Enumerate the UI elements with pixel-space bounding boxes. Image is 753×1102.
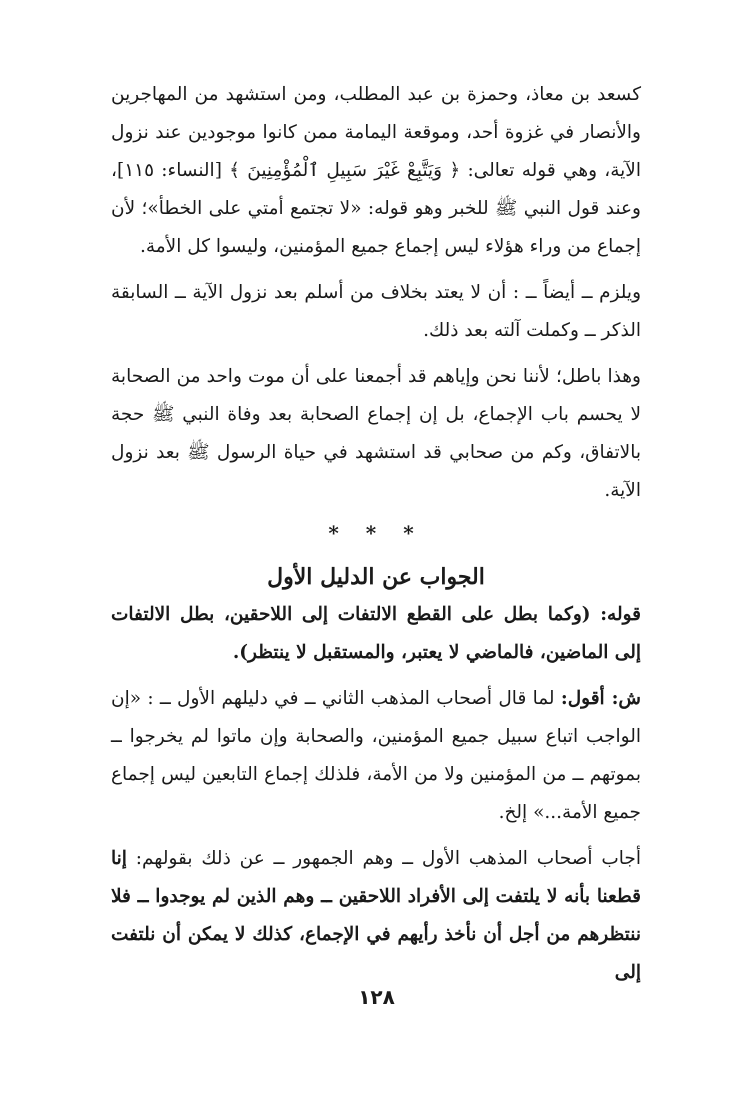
page-number: ١٢٨ [358, 985, 395, 1009]
paragraph-martyrs: كسعد بن معاذ، وحمزة بن عبد المطلب، ومن استشهد من المهاجرين والأنصار في غزوة أحد، وموقعة اليمامة ممن كانوا موجودين عند نزول الآية، وهي قوله تعالى: ﴿ وَيَتَّبِعْ غَيْرَ سَبِيلِ ٱلْمُؤْمِنِينَ ﴾ [النساء: ١١٥]، وعند قول النبي ﷺ للخبر وهو قوله: «لا تجتمع أمتي على الخطأ»؛ لأن إجماع من وراء هؤلاء ليس إجماع جميع المؤمنين، وليسوا كل الأمة. [111, 84, 641, 257]
section-separator: * * * [328, 521, 424, 545]
section-heading: الجواب عن الدليل الأول [267, 564, 485, 590]
paragraph-refutation: وهذا باطل؛ لأننا نحن وإياهم قد أجمعنا على أن موت واحد من الصحابة لا يحسم باب الإجماع، بل إن إجماع الصحابة بعد وفاة النبي ﷺ حجة بالاتفاق، وكم من صحابي قد استشهد في حياة الرسول ﷺ بعد نزول الآية. [111, 366, 641, 501]
paragraph-consequence: ويلزم ــ أيضاً ــ : أن لا يعتد بخلاف من أسلم بعد نزول الآية ــ السابقة الذكر ــ وكملت آلته بعد ذلك. [111, 282, 641, 341]
sharh-text: لما قال أصحاب المذهب الثاني ــ في دليلهم الأول ــ : «إن الواجب اتباع سبيل جميع المؤمنين، والصحابة وإن ماتوا لم يخرجوا ــ بموتهم ــ من المؤمنين ولا من الأمة، فلذلك إجماع التابعين ليس إجماع جميع الأمة...» إلخ. [111, 688, 641, 823]
sharh-lead: ش: أقول: [560, 688, 641, 709]
sharh-paragraph [111, 680, 641, 832]
answer-intro: أجاب أصحاب المذهب الأول ــ وهم الجمهور ــ عن ذلك بقولهم: [126, 848, 641, 869]
quote-paragraph: قوله: (وكما بطل على القطع الالتفات إلى اللاحقين، بطل الالتفات إلى الماضين، فالماضي لا يعتبر، والمستقبل لا ينتظر). [111, 604, 641, 663]
answer-bold-text: إنا قطعنا بأنه لا يلتفت إلى الأفراد اللاحقين ــ وهم الذين لم يوجدوا ــ فلا ننتظرهم من أجل أن نأخذ رأيهم في الإجماع، كذلك لا يمكن أن نلتفت إلى [111, 848, 641, 983]
answer-paragraph [111, 840, 641, 992]
page-body [111, 76, 641, 992]
